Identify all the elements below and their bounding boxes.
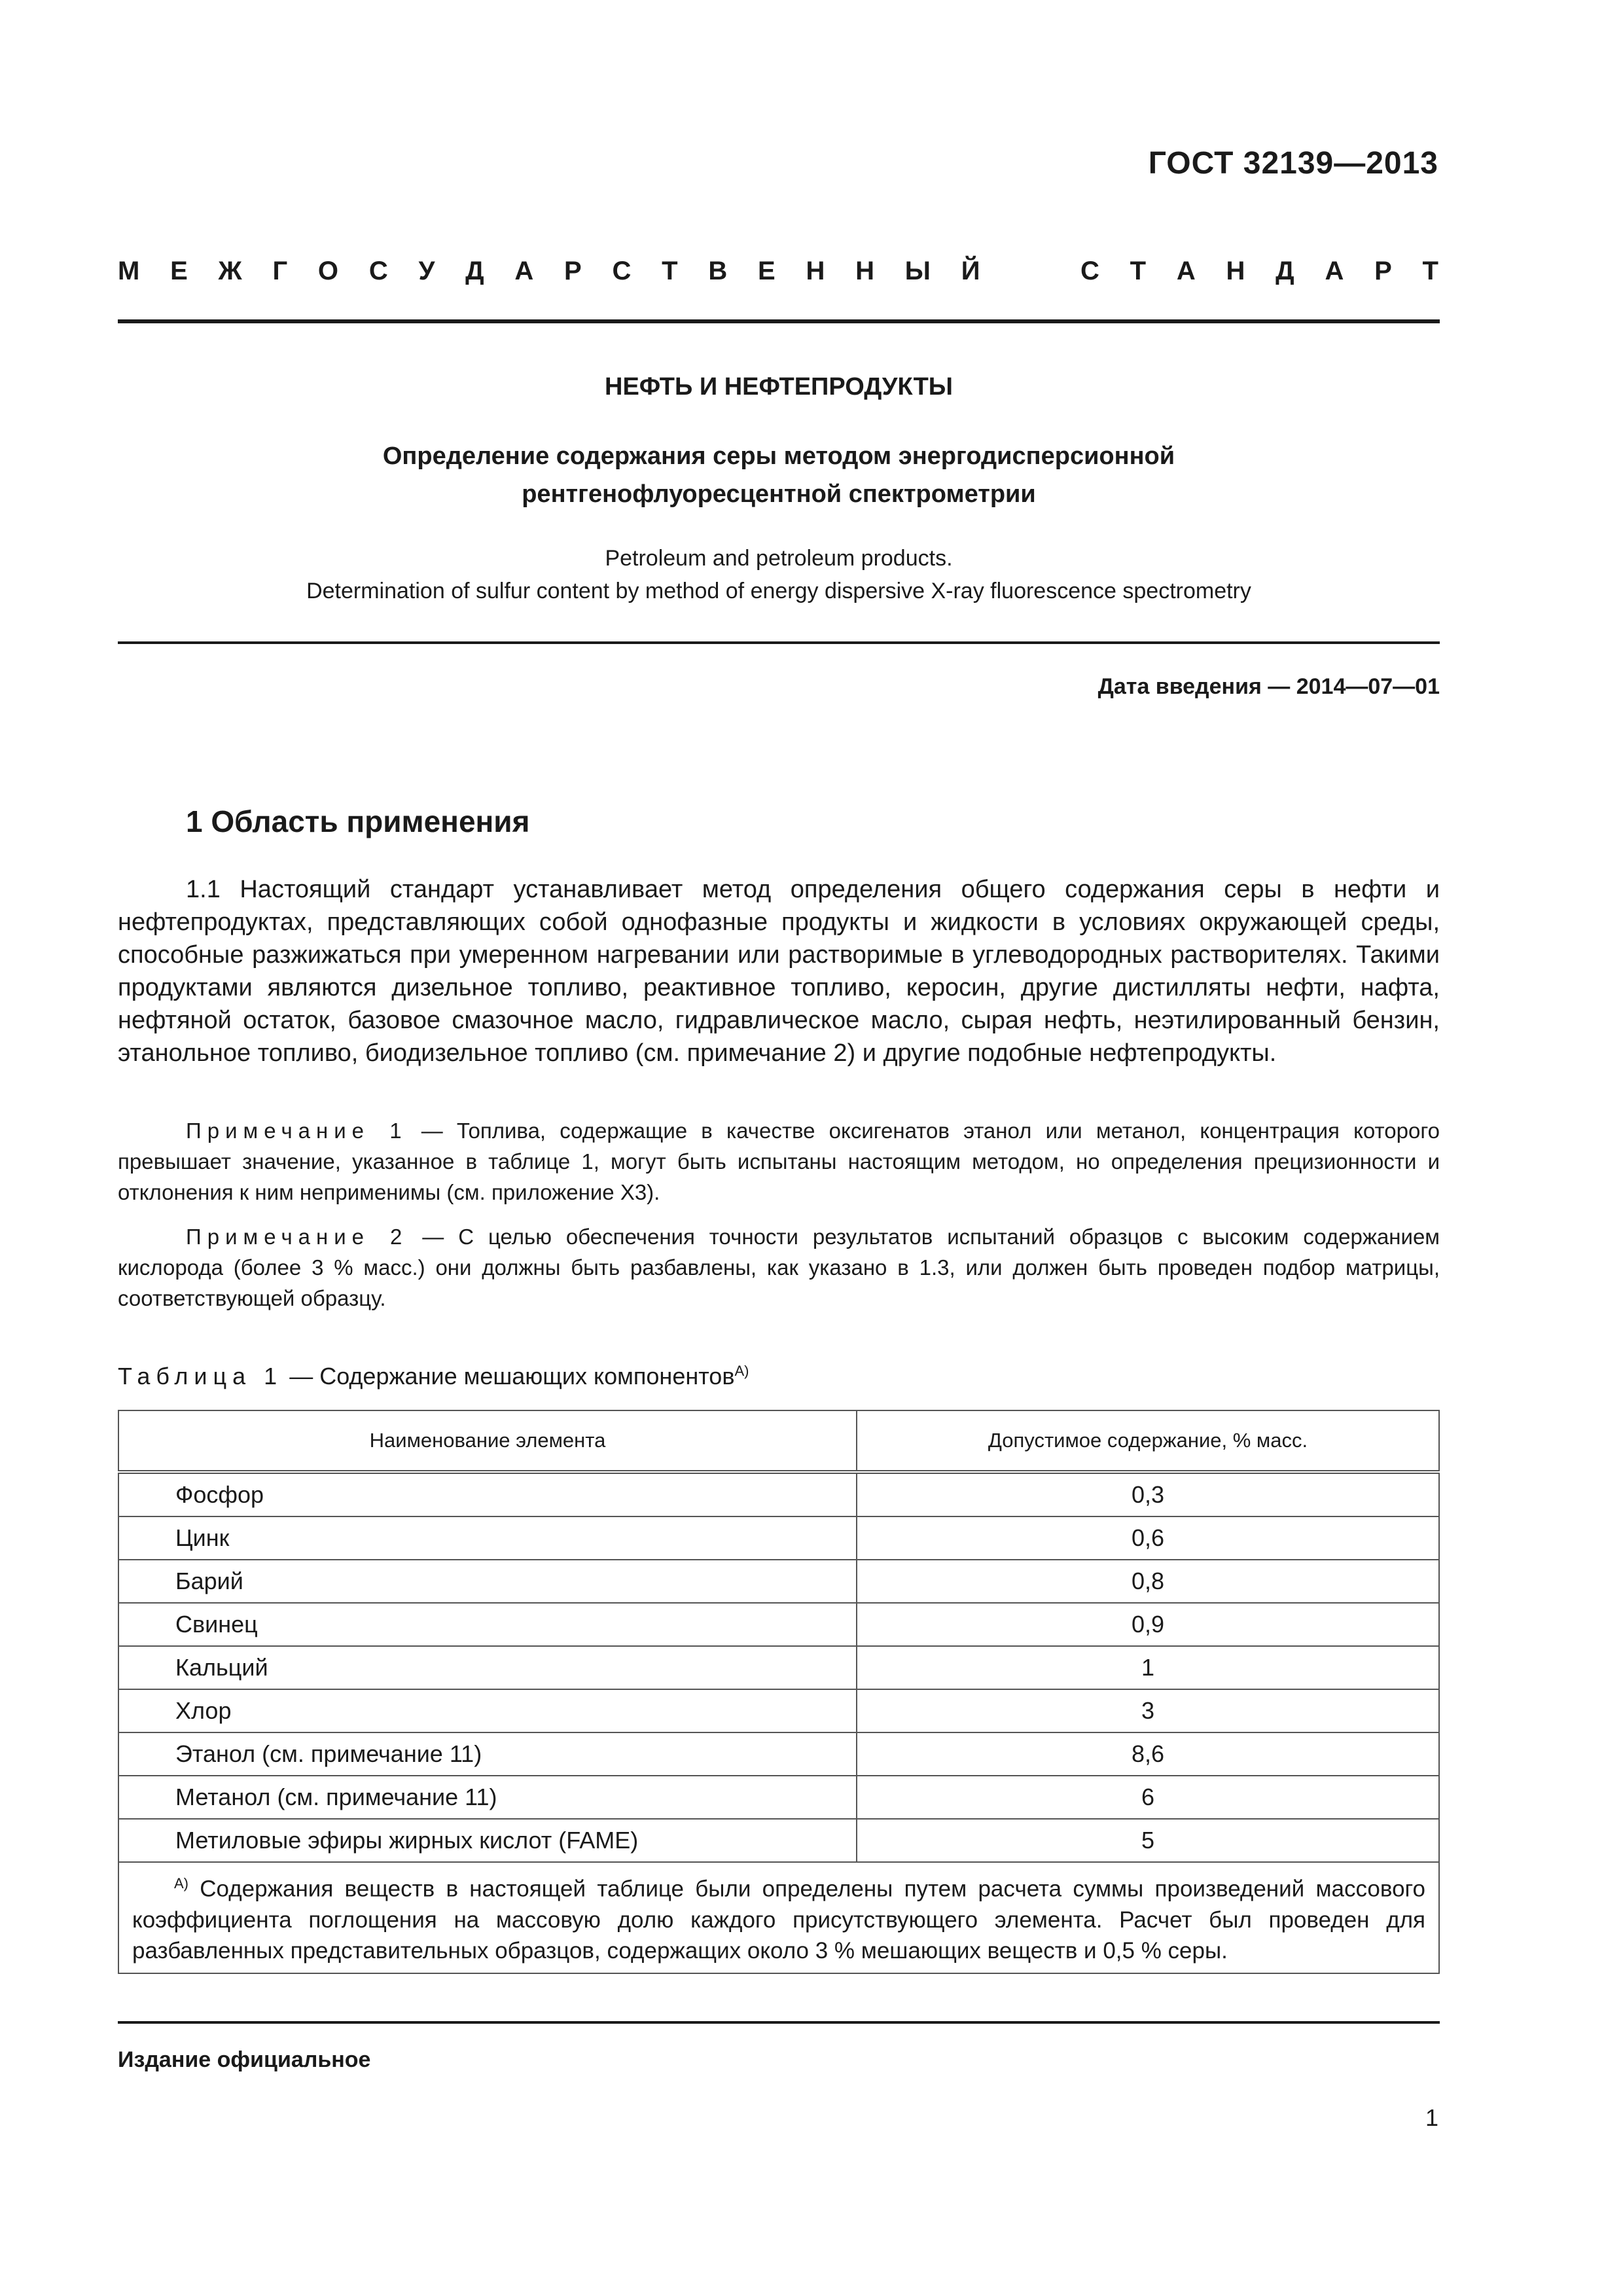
standard-type-letter: Р xyxy=(1374,257,1392,285)
word-gap xyxy=(1010,257,1050,286)
document-title: НЕФТЬ И НЕФТЕПРОДУКТЫ xyxy=(605,373,953,401)
table-row xyxy=(118,1603,1439,1646)
element-name-cell: Хлор xyxy=(118,1689,857,1732)
allowed-content-cell: 3 xyxy=(857,1689,1439,1732)
standard-type-letter: О xyxy=(317,257,339,285)
element-name-cell: Метанол (см. примечание 11) xyxy=(118,1776,857,1819)
element-name-cell: Кальций xyxy=(118,1646,857,1689)
table-row xyxy=(118,1689,1439,1732)
footer-rule xyxy=(118,2021,1440,2024)
note-2-text: — С целью обеспечения точности результатов испытаний образцов с высоким содержанием кислорода (более 3 % масс.) они должны быть разбавлены, как указано в 1.3, или должен быть проведен подбор матрицы, соответствующей образцу. xyxy=(118,1225,1440,1310)
standard-type-letter: Т xyxy=(1130,257,1147,285)
interfering-components-table xyxy=(118,1410,1440,1974)
element-name-cell: Этанол (см. примечание 11) xyxy=(118,1732,857,1776)
standard-type-letter: Й xyxy=(961,257,980,285)
standard-type-letter: Н xyxy=(855,257,875,285)
table-row xyxy=(118,1819,1439,1862)
allowed-content-cell: 0,8 xyxy=(857,1560,1439,1603)
standard-type-letter: С xyxy=(612,257,632,285)
allowed-content-cell: 8,6 xyxy=(857,1732,1439,1776)
table-row xyxy=(118,1560,1439,1603)
note-1-text: — Топлива, содержащие в качестве оксигенатов этанол или метанол, концентрация которого превышает значение, указанное в таблице 1, могут быть испытаны настоящим методом, но определения прецизионности и отклонения к ним неприменимы (см. приложение Х3). xyxy=(118,1119,1440,1204)
english-title-line-1: Petroleum and petroleum products. xyxy=(605,546,953,571)
allowed-content-cell: 0,3 xyxy=(857,1472,1439,1516)
document-number: ГОСТ 32139—2013 xyxy=(1148,146,1438,181)
standard-type-letter: С xyxy=(1080,257,1099,285)
standard-type-letter: В xyxy=(708,257,728,285)
table-footnote xyxy=(118,1862,1439,1973)
introduction-date: Дата введения — 2014—07—01 xyxy=(1097,674,1440,699)
standard-type-letter: А xyxy=(1325,257,1344,285)
page-number: 1 xyxy=(1425,2104,1438,2131)
standard-type-letter: С xyxy=(368,257,388,285)
table-caption-label: Таблица 1 xyxy=(118,1363,283,1390)
element-name-cell: Метиловые эфиры жирных кислот (FAME) xyxy=(118,1819,857,1862)
subtitle-line-1: Определение содержания серы методом энергодисперсионной xyxy=(382,442,1175,470)
allowed-content-cell: 1 xyxy=(857,1646,1439,1689)
allowed-content-cell: 6 xyxy=(857,1776,1439,1819)
standard-type-letter: Е xyxy=(758,257,776,285)
note-2 xyxy=(118,1221,1440,1314)
standard-type-letter: Ы xyxy=(904,257,931,285)
standard-type-letter: Д xyxy=(465,257,484,285)
standard-type-heading xyxy=(118,257,1438,286)
standard-type-letter: Т xyxy=(1422,257,1438,285)
standard-type-letter: Т xyxy=(662,257,678,285)
allowed-content-cell: 0,6 xyxy=(857,1516,1439,1560)
standard-type-letter: Д xyxy=(1275,257,1294,285)
standard-type-letter: Р xyxy=(564,257,582,285)
english-title-line-2: Determination of sulfur content by method of energy dispersive X-ray fluorescence spectrometry xyxy=(306,579,1251,603)
standard-type-letter: Н xyxy=(1226,257,1245,285)
element-name-cell: Цинк xyxy=(118,1516,857,1560)
table-footnote-text: Содержания веществ в настоящей таблице были определены путем расчета суммы произведений массового коэффициента поглощения на массовую долю каждого присутствующего элемента. Расчет был проведен для разбавленных представительных образцов, содержащих около 3 % мешающих веществ и 0,5 % серы. xyxy=(132,1876,1425,1964)
standard-type-letter: М xyxy=(118,257,140,285)
allowed-content-cell: 0,9 xyxy=(857,1603,1439,1646)
header-rule xyxy=(118,319,1440,323)
table-row xyxy=(118,1732,1439,1776)
note-2-label: Примечание 2 xyxy=(186,1225,408,1249)
column-header-content: Допустимое содержание, % масс. xyxy=(857,1410,1439,1472)
table-row xyxy=(118,1776,1439,1819)
note-1-label: Примечание 1 xyxy=(186,1119,408,1143)
table-row xyxy=(118,1646,1439,1689)
standard-type-letter: Ж xyxy=(218,257,242,285)
table-header-row xyxy=(118,1410,1439,1472)
standard-type-letter: У xyxy=(418,257,435,285)
table-row xyxy=(118,1516,1439,1560)
table-row xyxy=(118,1472,1439,1516)
column-header-element: Наименование элемента xyxy=(118,1410,857,1472)
standard-type-letter: Н xyxy=(806,257,825,285)
subtitle-line-2: рентгенофлуоресцентной спектрометрии xyxy=(522,480,1036,508)
standard-type-letter: Е xyxy=(170,257,188,285)
english-title xyxy=(118,542,1440,607)
element-name-cell: Фосфор xyxy=(118,1472,857,1516)
section-heading: 1 Область применения xyxy=(186,804,530,838)
table-body xyxy=(118,1472,1439,1862)
table-caption-text: — Содержание мешающих компонентов xyxy=(283,1363,735,1390)
standard-type-letter: Г xyxy=(272,257,288,285)
standard-type-letter: А xyxy=(1176,257,1196,285)
table-caption-footnote-mark: А) xyxy=(734,1363,749,1379)
note-1 xyxy=(118,1115,1440,1208)
element-name-cell: Барий xyxy=(118,1560,857,1603)
element-name-cell: Свинец xyxy=(118,1603,857,1646)
standard-type-letter: А xyxy=(514,257,534,285)
title-rule xyxy=(118,641,1440,644)
edition-label: Издание официальное xyxy=(118,2047,371,2072)
allowed-content-cell: 5 xyxy=(857,1819,1439,1862)
table-caption xyxy=(118,1363,749,1390)
paragraph-1-1: 1.1 Настоящий стандарт устанавливает метод определения общего содержания серы в нефти и нефтепродуктах, представляющих собой однофазные продукты и жидкости в условиях окружающей среды, способные разжижаться при умеренном нагревании или растворимые в углеводородных растворителях. Такими продуктами являются дизельное топливо, реактивное топливо, керосин, другие дистилляты нефти, нафта, нефтяной остаток, базовое смазочное масло, гидравлическое масло, сырая нефть, неэтилированный бензин, этанольное топливо, биодизельное топливо (см. примечание 2) и другие подобные нефтепродукты. xyxy=(118,876,1440,1067)
table-footnote-row xyxy=(118,1862,1439,1973)
table-footnote-mark: А) xyxy=(174,1875,188,1892)
document-subtitle xyxy=(118,437,1440,513)
